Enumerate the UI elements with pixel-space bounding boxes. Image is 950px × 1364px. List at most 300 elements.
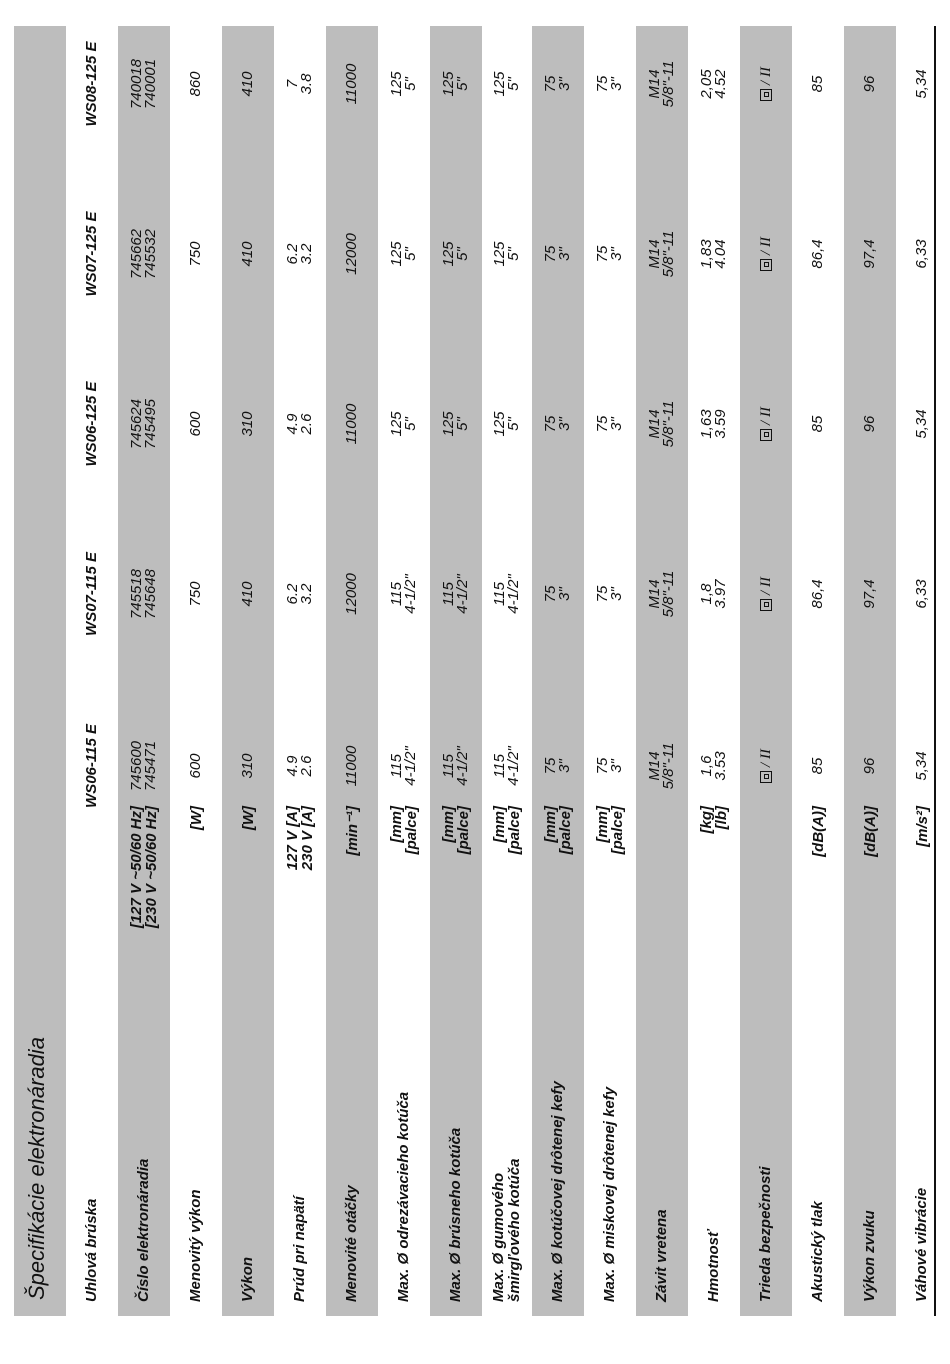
- value-line: 3": [556, 247, 573, 261]
- value-line: M14: [646, 751, 663, 781]
- value-line: 4.52: [712, 69, 729, 99]
- value-line: 75: [542, 757, 559, 775]
- value-line: 4-1/2": [454, 746, 471, 786]
- row-unit-line: 230 V [A]: [299, 806, 316, 871]
- row-label: [170, 962, 222, 1302]
- row-label-line: Menovité otáčky: [343, 1185, 360, 1302]
- value-line: 75: [542, 585, 559, 603]
- value-cell: [170, 696, 222, 836]
- value-line: 750: [187, 581, 204, 607]
- value-cell: [222, 14, 274, 154]
- row-unit-line: [min⁻¹]: [343, 806, 361, 856]
- table-row-gumoveho: [482, 26, 532, 1316]
- model-header: [66, 14, 118, 154]
- safety-class: [759, 237, 773, 271]
- value-cell: [378, 354, 430, 494]
- row-unit-line: [dB(A)]: [809, 806, 827, 857]
- value-line: 75: [594, 245, 611, 263]
- value-line: 125: [491, 241, 508, 267]
- row-label: [274, 962, 326, 1302]
- row-label: [688, 962, 740, 1302]
- value-cell: [378, 524, 430, 664]
- row-label: [66, 962, 118, 1302]
- value-line: 745532: [142, 228, 159, 280]
- value-line: 745624: [128, 398, 145, 450]
- value-line: 3": [608, 417, 625, 431]
- value-line: 3.8: [298, 73, 315, 95]
- table-row-akusticky: [792, 26, 844, 1316]
- value-cell: [326, 14, 378, 154]
- value-line: 125: [440, 71, 457, 97]
- value-line: 410: [239, 71, 256, 97]
- value-cell: [532, 14, 584, 154]
- value-cell: [482, 14, 532, 154]
- value-cell: [222, 524, 274, 664]
- value-cell: [378, 14, 430, 154]
- value-cell: [896, 184, 948, 324]
- value-cell: [792, 354, 844, 494]
- value-line: 4-1/2": [505, 574, 522, 614]
- safety-class-cell: [740, 184, 792, 324]
- value-cell: [326, 524, 378, 664]
- value-line: 3": [608, 587, 625, 601]
- row-unit-line: [lb]: [713, 806, 730, 830]
- value-line: 1,63: [698, 409, 715, 439]
- value-line: 4.9: [284, 755, 301, 777]
- table-row-trieda: [740, 26, 792, 1316]
- row-label-line: Prúd pri napätí: [291, 1196, 308, 1302]
- value-cell: [792, 696, 844, 836]
- safety-class-text: / II: [758, 407, 774, 425]
- value-line: 115: [388, 582, 405, 606]
- table-row-vykon: [222, 26, 274, 1316]
- value-line: 310: [239, 753, 256, 779]
- value-line: 3": [556, 587, 573, 601]
- safety-class-cell: [740, 14, 792, 154]
- value-cell: [688, 14, 740, 154]
- value-line: 5": [505, 417, 522, 431]
- value-cell: [170, 184, 222, 324]
- safety-class-text: / II: [758, 237, 774, 255]
- value-line: 6,33: [913, 239, 930, 269]
- model-header-line: WS08-125 E: [83, 41, 100, 127]
- row-label-line: Max. Ø gumového: [490, 1172, 507, 1302]
- value-line: 125: [440, 241, 457, 267]
- value-line: 3.2: [298, 243, 315, 265]
- value-line: 6,33: [913, 579, 930, 609]
- value-line: 4-1/2": [505, 746, 522, 786]
- row-label-line: šmirgľového kotúča: [506, 1158, 523, 1302]
- value-line: 2.6: [298, 413, 315, 435]
- value-line: 3": [556, 417, 573, 431]
- value-line: 3": [608, 247, 625, 261]
- row-label: [378, 962, 430, 1302]
- value-line: 5/8"-11: [660, 230, 677, 278]
- value-line: 115: [440, 582, 457, 606]
- row-unit-line: [kg]: [698, 806, 715, 834]
- value-line: 115: [491, 582, 508, 606]
- value-line: 5/8"-11: [660, 60, 677, 108]
- safety-class-cell: [740, 354, 792, 494]
- value-cell: [896, 354, 948, 494]
- double-insulation-icon: [760, 599, 772, 611]
- value-line: 75: [594, 415, 611, 433]
- value-line: 11000: [343, 63, 360, 105]
- value-line: 745662: [128, 228, 145, 280]
- row-label: [482, 962, 532, 1302]
- row-unit-line: [230 V ~50/60 Hz]: [143, 806, 160, 929]
- row-label-line: Výkon: [239, 1256, 256, 1302]
- value-cell: [482, 354, 532, 494]
- safety-class-cell: [740, 696, 792, 836]
- row-unit-line: [palce]: [557, 806, 574, 855]
- table-row-uhlova-bruska: [66, 26, 118, 1316]
- row-unit-line: [palce]: [403, 806, 420, 855]
- value-cell: [274, 184, 326, 324]
- row-unit-line: [palce]: [455, 806, 472, 855]
- model-header: [66, 184, 118, 324]
- value-line: 3": [608, 77, 625, 91]
- value-cell: [844, 354, 896, 494]
- model-header: [66, 524, 118, 664]
- value-line: 3.97: [712, 579, 729, 609]
- value-line: 2.6: [298, 755, 315, 777]
- value-line: 5": [505, 247, 522, 261]
- value-cell: [688, 354, 740, 494]
- value-line: 5": [402, 77, 419, 91]
- safety-class-text: / II: [758, 577, 774, 595]
- value-cell: [326, 184, 378, 324]
- value-line: 115: [388, 754, 405, 778]
- row-label: [430, 962, 482, 1302]
- value-line: 96: [861, 75, 878, 93]
- value-line: 5,34: [913, 751, 930, 781]
- row-label-line: Max. Ø odrezávacieho kotúča: [395, 1091, 412, 1302]
- value-cell: [584, 696, 636, 836]
- row-label: [896, 962, 948, 1302]
- table-row-kotucovej-kefy: [532, 26, 584, 1316]
- value-cell: [482, 184, 532, 324]
- table-row-zavit: [636, 26, 688, 1316]
- table-row-vykon-zvuku: [844, 26, 896, 1316]
- value-cell: [844, 524, 896, 664]
- value-line: 1,6: [698, 755, 715, 777]
- value-line: 11000: [343, 745, 360, 787]
- value-cell: [792, 14, 844, 154]
- value-line: 85: [809, 75, 826, 93]
- row-label-line: Číslo elektronáradia: [135, 1158, 152, 1302]
- row-unit-line: [palce]: [506, 806, 523, 855]
- value-line: 75: [542, 245, 559, 263]
- value-line: 5/8"-11: [660, 742, 677, 790]
- value-cell: [896, 524, 948, 664]
- value-cell: [274, 14, 326, 154]
- row-label-line: Max. Ø miskovej drôtenej kefy: [601, 1086, 618, 1302]
- value-line: 96: [861, 415, 878, 433]
- value-line: 3": [556, 759, 573, 773]
- value-line: 5": [454, 417, 471, 431]
- row-unit-line: [W]: [239, 806, 257, 831]
- value-cell: [378, 696, 430, 836]
- value-cell: [430, 696, 482, 836]
- value-cell: [430, 14, 482, 154]
- value-cell: [688, 524, 740, 664]
- value-line: 5": [402, 417, 419, 431]
- value-line: 75: [542, 75, 559, 93]
- value-line: 11000: [343, 403, 360, 445]
- row-unit-line: [mm]: [491, 806, 508, 843]
- value-line: 86,4: [809, 579, 826, 609]
- row-label-line: Závit vretena: [653, 1209, 670, 1302]
- value-cell: [482, 524, 532, 664]
- row-label: [740, 962, 792, 1302]
- value-cell: [118, 354, 170, 494]
- value-line: 75: [594, 585, 611, 603]
- model-header-line: WS06-115 E: [83, 724, 100, 808]
- value-line: 125: [388, 241, 405, 267]
- row-unit-line: [m/s²]: [913, 806, 931, 847]
- safety-class-text: / II: [758, 67, 774, 85]
- value-line: 5,34: [913, 69, 930, 99]
- row-unit-line: [mm]: [594, 806, 611, 843]
- safety-class-text: / II: [758, 749, 774, 767]
- value-cell: [584, 354, 636, 494]
- value-line: 4-1/2": [402, 746, 419, 786]
- page-title: Špecifikácie elektronáradia: [24, 1037, 49, 1300]
- value-line: 97,4: [861, 579, 878, 609]
- row-label: [326, 962, 378, 1302]
- double-insulation-icon: [760, 771, 772, 783]
- safety-class-cell: [740, 524, 792, 664]
- row-unit-line: [palce]: [609, 806, 626, 855]
- value-line: M14: [646, 69, 663, 99]
- value-line: 600: [187, 411, 204, 437]
- value-line: 5,34: [913, 409, 930, 439]
- row-unit-line: [127 V ~50/60 Hz]: [128, 806, 145, 929]
- value-line: 740001: [142, 58, 159, 110]
- row-label: [118, 962, 170, 1302]
- value-line: 3": [556, 77, 573, 91]
- value-line: M14: [646, 239, 663, 269]
- model-header-line: WS07-125 E: [83, 211, 100, 297]
- value-line: 310: [239, 411, 256, 437]
- table-row-miskovej-kefy: [584, 26, 636, 1316]
- value-cell: [844, 184, 896, 324]
- row-label: [532, 962, 584, 1302]
- value-line: 7: [284, 79, 301, 89]
- value-line: 745600: [128, 740, 145, 792]
- value-line: 1,83: [698, 239, 715, 269]
- table-row-cislo: [118, 26, 170, 1316]
- value-line: 750: [187, 241, 204, 267]
- value-line: 3.2: [298, 583, 315, 605]
- table-row-otacky: [326, 26, 378, 1316]
- row-unit-line: [mm]: [440, 806, 457, 843]
- table-row-brusneho: [430, 26, 482, 1316]
- value-line: 12000: [343, 233, 360, 275]
- row-unit-line: [dB(A)]: [861, 806, 879, 857]
- value-cell: [636, 696, 688, 836]
- value-cell: [118, 14, 170, 154]
- value-line: 6.2: [284, 583, 301, 605]
- value-line: 860: [187, 71, 204, 97]
- value-cell: [222, 354, 274, 494]
- value-line: 125: [388, 71, 405, 97]
- value-cell: [118, 524, 170, 664]
- value-cell: [532, 696, 584, 836]
- value-line: 745648: [142, 568, 159, 620]
- value-line: 125: [388, 411, 405, 437]
- value-line: 5": [454, 247, 471, 261]
- value-cell: [430, 524, 482, 664]
- value-line: 125: [491, 71, 508, 97]
- row-label: [844, 962, 896, 1302]
- value-line: 1,8: [698, 583, 715, 605]
- row-unit-line: [W]: [187, 806, 205, 831]
- double-insulation-icon: [760, 429, 772, 441]
- row-label: [792, 962, 844, 1302]
- value-line: 3.53: [712, 751, 729, 781]
- value-line: 75: [594, 75, 611, 93]
- value-line: 115: [491, 754, 508, 778]
- double-insulation-icon: [760, 259, 772, 271]
- row-label-line: Váhové vibrácie: [913, 1187, 930, 1302]
- value-cell: [636, 184, 688, 324]
- value-line: 125: [440, 411, 457, 437]
- row-label-line: Max. Ø brúsneho kotúča: [447, 1127, 464, 1302]
- row-label: [584, 962, 636, 1302]
- value-cell: [430, 354, 482, 494]
- table-row-prud: [274, 26, 326, 1316]
- model-header-line: WS07-115 E: [83, 552, 100, 636]
- value-cell: [274, 696, 326, 836]
- value-cell: [326, 354, 378, 494]
- value-cell: [118, 696, 170, 836]
- value-cell: [636, 524, 688, 664]
- value-line: 410: [239, 581, 256, 607]
- value-cell: [532, 524, 584, 664]
- value-line: M14: [646, 579, 663, 609]
- value-cell: [532, 354, 584, 494]
- value-line: 745495: [142, 398, 159, 450]
- value-line: 5/8"-11: [660, 570, 677, 618]
- model-header-line: WS06-125 E: [83, 381, 100, 467]
- value-cell: [584, 524, 636, 664]
- value-cell: [222, 184, 274, 324]
- value-line: 5/8"-11: [660, 400, 677, 448]
- value-line: 125: [491, 411, 508, 437]
- value-cell: [844, 696, 896, 836]
- row-label-line: Uhlová brúska: [83, 1198, 100, 1302]
- value-cell: [896, 14, 948, 154]
- double-insulation-icon: [760, 89, 772, 101]
- safety-class: [759, 577, 773, 611]
- value-line: 75: [594, 757, 611, 775]
- model-header: [66, 696, 118, 836]
- value-cell: [896, 696, 948, 836]
- value-cell: [636, 354, 688, 494]
- value-cell: [482, 696, 532, 836]
- safety-class: [759, 67, 773, 101]
- value-cell: [430, 184, 482, 324]
- value-cell: [688, 696, 740, 836]
- value-line: 6.2: [284, 243, 301, 265]
- safety-class: [759, 749, 773, 783]
- value-line: 85: [809, 757, 826, 775]
- value-line: 3.59: [712, 409, 729, 439]
- value-line: 410: [239, 241, 256, 267]
- value-line: 3": [608, 759, 625, 773]
- row-label-line: Trieda bezpečnosti: [757, 1166, 774, 1302]
- value-cell: [274, 354, 326, 494]
- value-line: 97,4: [861, 239, 878, 269]
- value-line: 4-1/2": [402, 574, 419, 614]
- row-label: [222, 962, 274, 1302]
- value-cell: [378, 184, 430, 324]
- value-line: 600: [187, 753, 204, 779]
- value-line: 2,05: [698, 69, 715, 99]
- value-line: 86,4: [809, 239, 826, 269]
- value-cell: [636, 14, 688, 154]
- table-row-odrezavacieho: [378, 26, 430, 1316]
- value-cell: [584, 184, 636, 324]
- row-label-line: Výkon zvuku: [861, 1210, 878, 1302]
- value-line: 4.04: [712, 239, 729, 269]
- value-cell: [170, 14, 222, 154]
- safety-class: [759, 407, 773, 441]
- row-label-line: Hmotnosť: [705, 1229, 722, 1302]
- row-label: [636, 962, 688, 1302]
- value-line: 745518: [128, 568, 145, 620]
- value-line: 4-1/2": [454, 574, 471, 614]
- value-cell: [118, 184, 170, 324]
- value-line: 5": [505, 77, 522, 91]
- value-line: 75: [542, 415, 559, 433]
- value-line: 115: [440, 754, 457, 778]
- value-cell: [688, 184, 740, 324]
- value-cell: [792, 524, 844, 664]
- bottom-rule: [934, 26, 936, 1316]
- value-line: 740018: [128, 58, 145, 110]
- value-line: 85: [809, 415, 826, 433]
- value-cell: [532, 184, 584, 324]
- value-cell: [222, 696, 274, 836]
- value-line: 96: [861, 757, 878, 775]
- table-row-menovity-vykon: [170, 26, 222, 1316]
- table-row-hmotnost: [688, 26, 740, 1316]
- value-line: 12000: [343, 573, 360, 615]
- value-cell: [792, 184, 844, 324]
- row-unit-line: 127 V [A]: [284, 806, 301, 871]
- row-unit-line: [mm]: [388, 806, 405, 843]
- value-cell: [326, 696, 378, 836]
- value-line: 745471: [142, 740, 159, 792]
- value-line: 5": [454, 77, 471, 91]
- model-header: [66, 354, 118, 494]
- value-line: M14: [646, 409, 663, 439]
- value-cell: [584, 14, 636, 154]
- value-cell: [844, 14, 896, 154]
- value-cell: [274, 524, 326, 664]
- table-row-vibracie: [896, 26, 948, 1316]
- row-label-line: Akustický tlak: [809, 1201, 826, 1302]
- value-line: 5": [402, 247, 419, 261]
- row-unit-line: [mm]: [542, 806, 559, 843]
- row-label-line: Menovitý výkon: [187, 1189, 204, 1302]
- value-cell: [170, 354, 222, 494]
- row-label-line: Max. Ø kotúčovej drôtenej kefy: [549, 1081, 566, 1302]
- value-line: 4.9: [284, 413, 301, 435]
